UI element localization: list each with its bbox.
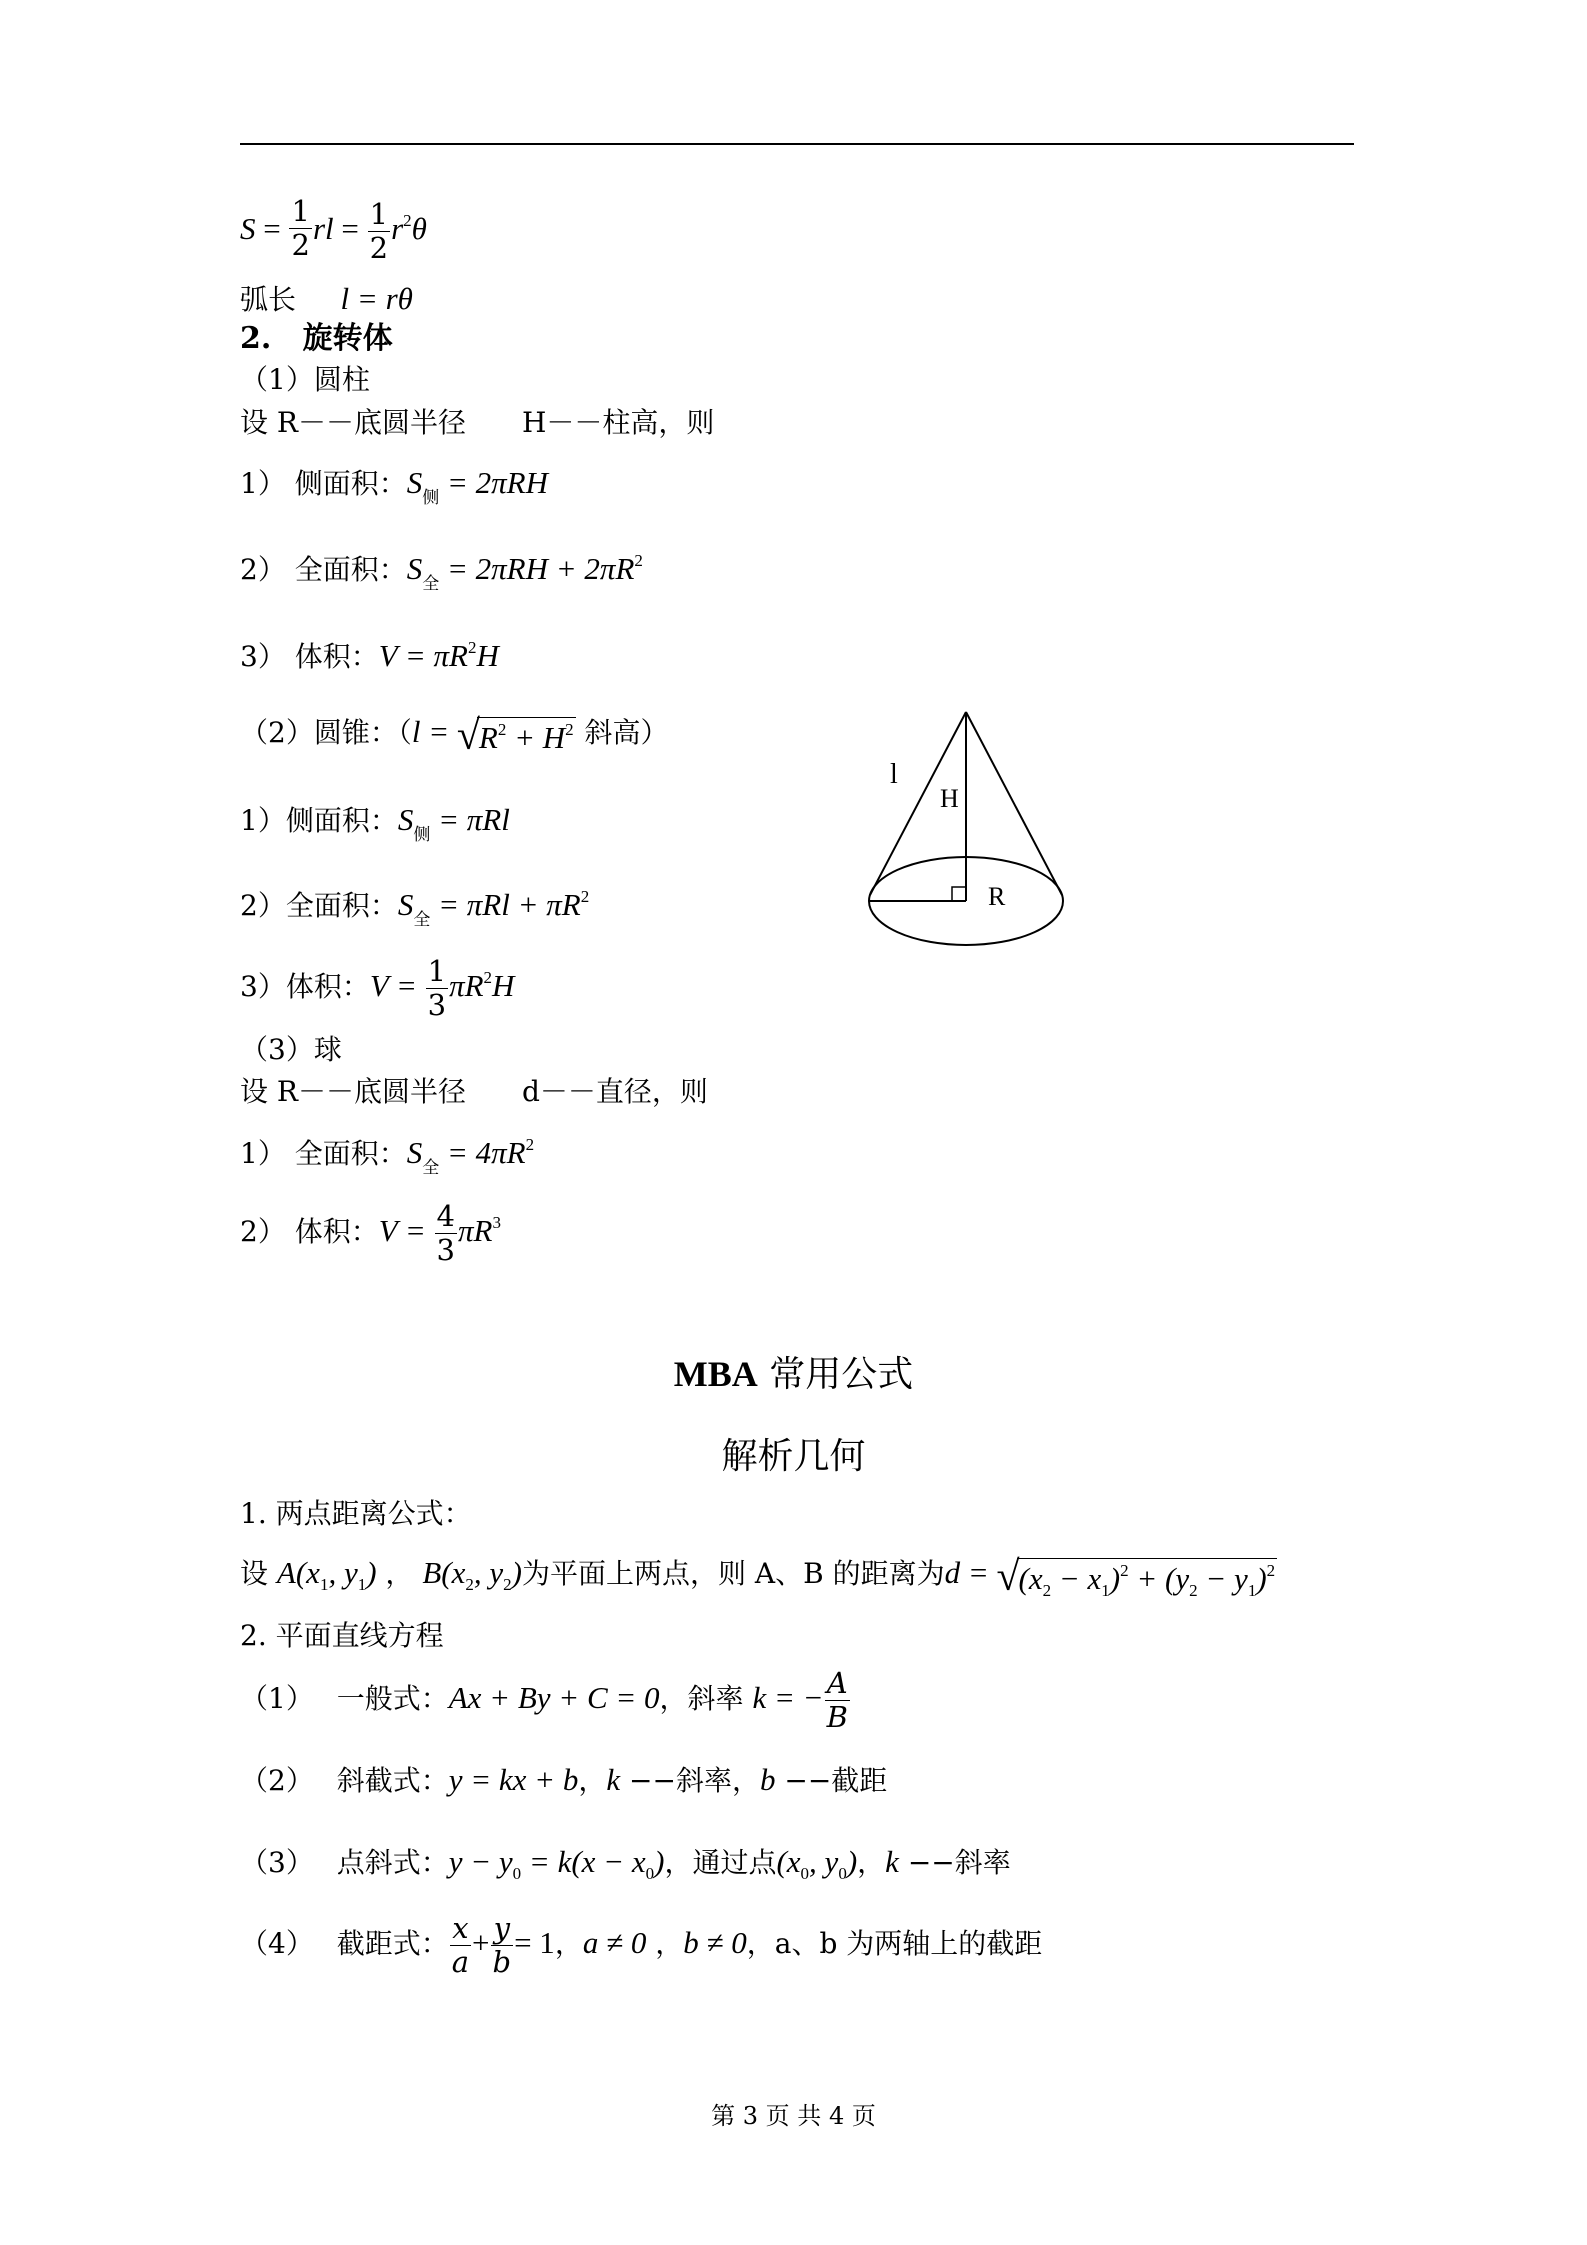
sphere-area: 1） 全面积：$S_全 = 4\pi R^2$ <box>240 1135 535 1178</box>
cone-lateral-area: 1）侧面积：$S_侧 = \pi Rl$ <box>240 802 510 845</box>
page-footer: 第 3 页 共 4 页 <box>711 2102 876 2130</box>
cone-volume: 3）体积：V = $\frac{1}{3}$ $\pi R^2H$ <box>240 954 515 1022</box>
cylinder-setup: 设 R－－底圆半径 H－－柱高，则 <box>240 406 715 439</box>
slope-intercept-form: （2） 斜截式：y = kx + b，k −−斜率，b −−截距 <box>240 1762 888 1797</box>
cone-total-area: 2）全面积：$S_全 = \pi Rl + \pi R^2$ <box>240 887 590 930</box>
item-distance-title: 1. 两点距离公式： <box>240 1497 472 1530</box>
cylinder-total-area: 2） 全面积：$S_全 = 2\pi RH + 2\pi R^2$ <box>240 551 643 594</box>
section-title: 解析几何 <box>721 1436 866 1477</box>
diagram-label-l: l <box>890 759 898 790</box>
distance-formula: 设 $A(x_1$, $y_1$) ， $B(x_2$, $y_2$)为平面上两点，则 A、B 的距离为d = √ $(x_2 - x_1)^2 + (y_2 - y_1)^2$ <box>240 1553 1276 1600</box>
cylinder-heading: （1）圆柱 <box>240 363 370 396</box>
diagram-label-H: H <box>940 784 959 813</box>
section-heading: 2. 旋转体 <box>240 321 393 356</box>
general-form: （1） 一般式：Ax + By + C = 0，斜率 k = − $\frac{A}{B}$ <box>240 1666 848 1734</box>
cylinder-lateral-area: 1） 侧面积：$S_侧 = 2\pi RH$ <box>240 465 548 508</box>
arc-length-line: 弧长 l = rθ <box>240 281 413 316</box>
sphere-setup: 设 R－－底圆半径 d－－直径，则 <box>240 1075 708 1108</box>
header-rule <box>240 143 1354 145</box>
point-slope-form: （3） 点斜式：$y - y_0 = k(x - x_0)$，通过点($x_0$, $y_0$)，k −−斜率 <box>240 1844 1011 1883</box>
cone-heading: （2）圆锥：（l = √ $R^2 + H^2$ 斜高） <box>240 712 669 759</box>
diagram-label-R: R <box>988 882 1006 911</box>
sphere-heading: （3）球 <box>240 1033 342 1066</box>
sphere-volume: 2） 体积：V = $\frac{4}{3}$ $\pi R^3$ <box>240 1199 501 1267</box>
page-title: MBA 常用公式 <box>673 1354 914 1395</box>
intercept-form: （4） 截距式： $\frac{x}{a}$ + $\frac{y}{b}$ = 1，a ≠ 0 ，b ≠ 0，a、b 为两轴上的截距 <box>240 1911 1043 1979</box>
cylinder-volume: 3） 体积：$V = \pi R^2H$ <box>240 638 499 673</box>
item-line-equations: 2. 平面直线方程 <box>240 1619 444 1652</box>
sector-area-formula: S = $\frac{1}{2}$ rl = $\frac{1}{2}$ $r^2\theta$ <box>240 194 427 265</box>
cone-diagram <box>860 705 1070 950</box>
